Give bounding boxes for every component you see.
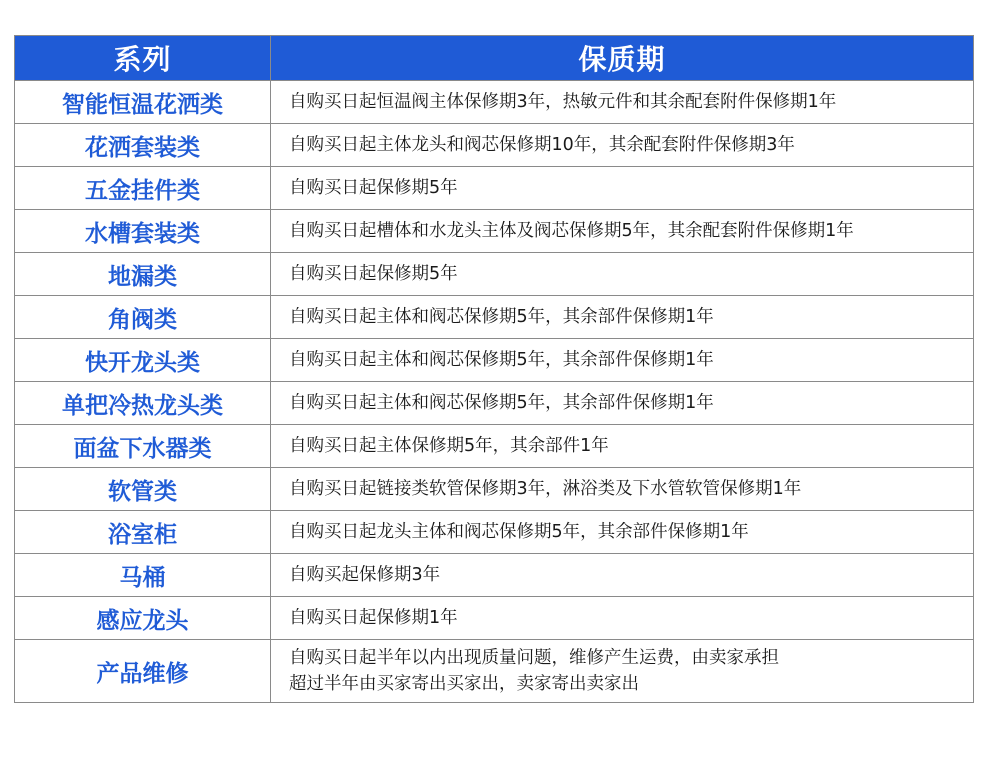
- series-cell: 快开龙头类: [15, 339, 271, 382]
- header-row: [15, 36, 974, 81]
- table-row: [15, 468, 974, 511]
- period-text: 自购买日起龙头主体和阀芯保修期5年，其余部件保修期1年: [289, 522, 749, 542]
- table-row: [15, 253, 974, 296]
- table-row: [15, 597, 974, 640]
- table-row: [15, 339, 974, 382]
- table-row: [15, 382, 974, 425]
- period-text: 自购买起保修期3年: [289, 565, 441, 585]
- series-cell: 智能恒温花洒类: [15, 81, 271, 124]
- series-cell: 五金挂件类: [15, 167, 271, 210]
- period-cell: [271, 640, 974, 703]
- series-cell: 地漏类: [15, 253, 271, 296]
- header-series: 系列: [15, 36, 271, 81]
- table-row: [15, 210, 974, 253]
- period-cell: [271, 382, 974, 425]
- period-cell: [271, 339, 974, 382]
- period-cell: [271, 81, 974, 124]
- period-cell: [271, 124, 974, 167]
- table-row: [15, 124, 974, 167]
- period-text: 自购买日起半年以内出现质量问题，维修产生运费，由卖家承担: [289, 648, 779, 668]
- series-cell: 花洒套装类: [15, 124, 271, 167]
- series-cell: 软管类: [15, 468, 271, 511]
- period-text: 自购买日起主体和阀芯保修期5年，其余部件保修期1年: [289, 393, 714, 413]
- series-cell: 面盆下水器类: [15, 425, 271, 468]
- period-text: 超过半年由买家寄出买家出，卖家寄出卖家出: [289, 674, 639, 694]
- period-cell: [271, 425, 974, 468]
- period-text: 自购买日起槽体和水龙头主体及阀芯保修期5年，其余配套附件保修期1年: [289, 221, 854, 241]
- series-cell: 产品维修: [15, 640, 271, 703]
- table-row: [15, 511, 974, 554]
- period-cell: [271, 511, 974, 554]
- table-row: [15, 167, 974, 210]
- table-row: [15, 81, 974, 124]
- period-cell: [271, 167, 974, 210]
- series-cell: 马桶: [15, 554, 271, 597]
- period-text: 自购买日起主体和阀芯保修期5年，其余部件保修期1年: [289, 350, 714, 370]
- period-text: 自购买日起主体保修期5年，其余部件1年: [289, 436, 609, 456]
- period-cell: [271, 253, 974, 296]
- period-text: 自购买日起链接类软管保修期3年，淋浴类及下水管软管保修期1年: [289, 479, 802, 499]
- period-text: 自购买日起主体和阀芯保修期5年，其余部件保修期1年: [289, 307, 714, 327]
- header-period: 保质期: [271, 36, 974, 81]
- table-row: [15, 640, 974, 703]
- series-cell: 感应龙头: [15, 597, 271, 640]
- table-row: [15, 296, 974, 339]
- period-cell: [271, 210, 974, 253]
- warranty-table: [14, 35, 974, 703]
- period-cell: [271, 597, 974, 640]
- period-cell: [271, 468, 974, 511]
- series-cell: 单把冷热龙头类: [15, 382, 271, 425]
- period-text: 自购买日起主体龙头和阀芯保修期10年，其余配套附件保修期3年: [289, 135, 795, 155]
- period-text: 自购买日起保修期5年: [289, 178, 458, 198]
- period-cell: [271, 554, 974, 597]
- period-text: 自购买日起保修期5年: [289, 264, 458, 284]
- period-text: 自购买日起恒温阀主体保修期3年，热敏元件和其余配套附件保修期1年: [289, 92, 837, 112]
- series-cell: 角阀类: [15, 296, 271, 339]
- table-row: [15, 554, 974, 597]
- series-cell: 浴室柜: [15, 511, 271, 554]
- table-row: [15, 425, 974, 468]
- period-cell: [271, 296, 974, 339]
- period-text: 自购买日起保修期1年: [289, 608, 458, 628]
- series-cell: 水槽套装类: [15, 210, 271, 253]
